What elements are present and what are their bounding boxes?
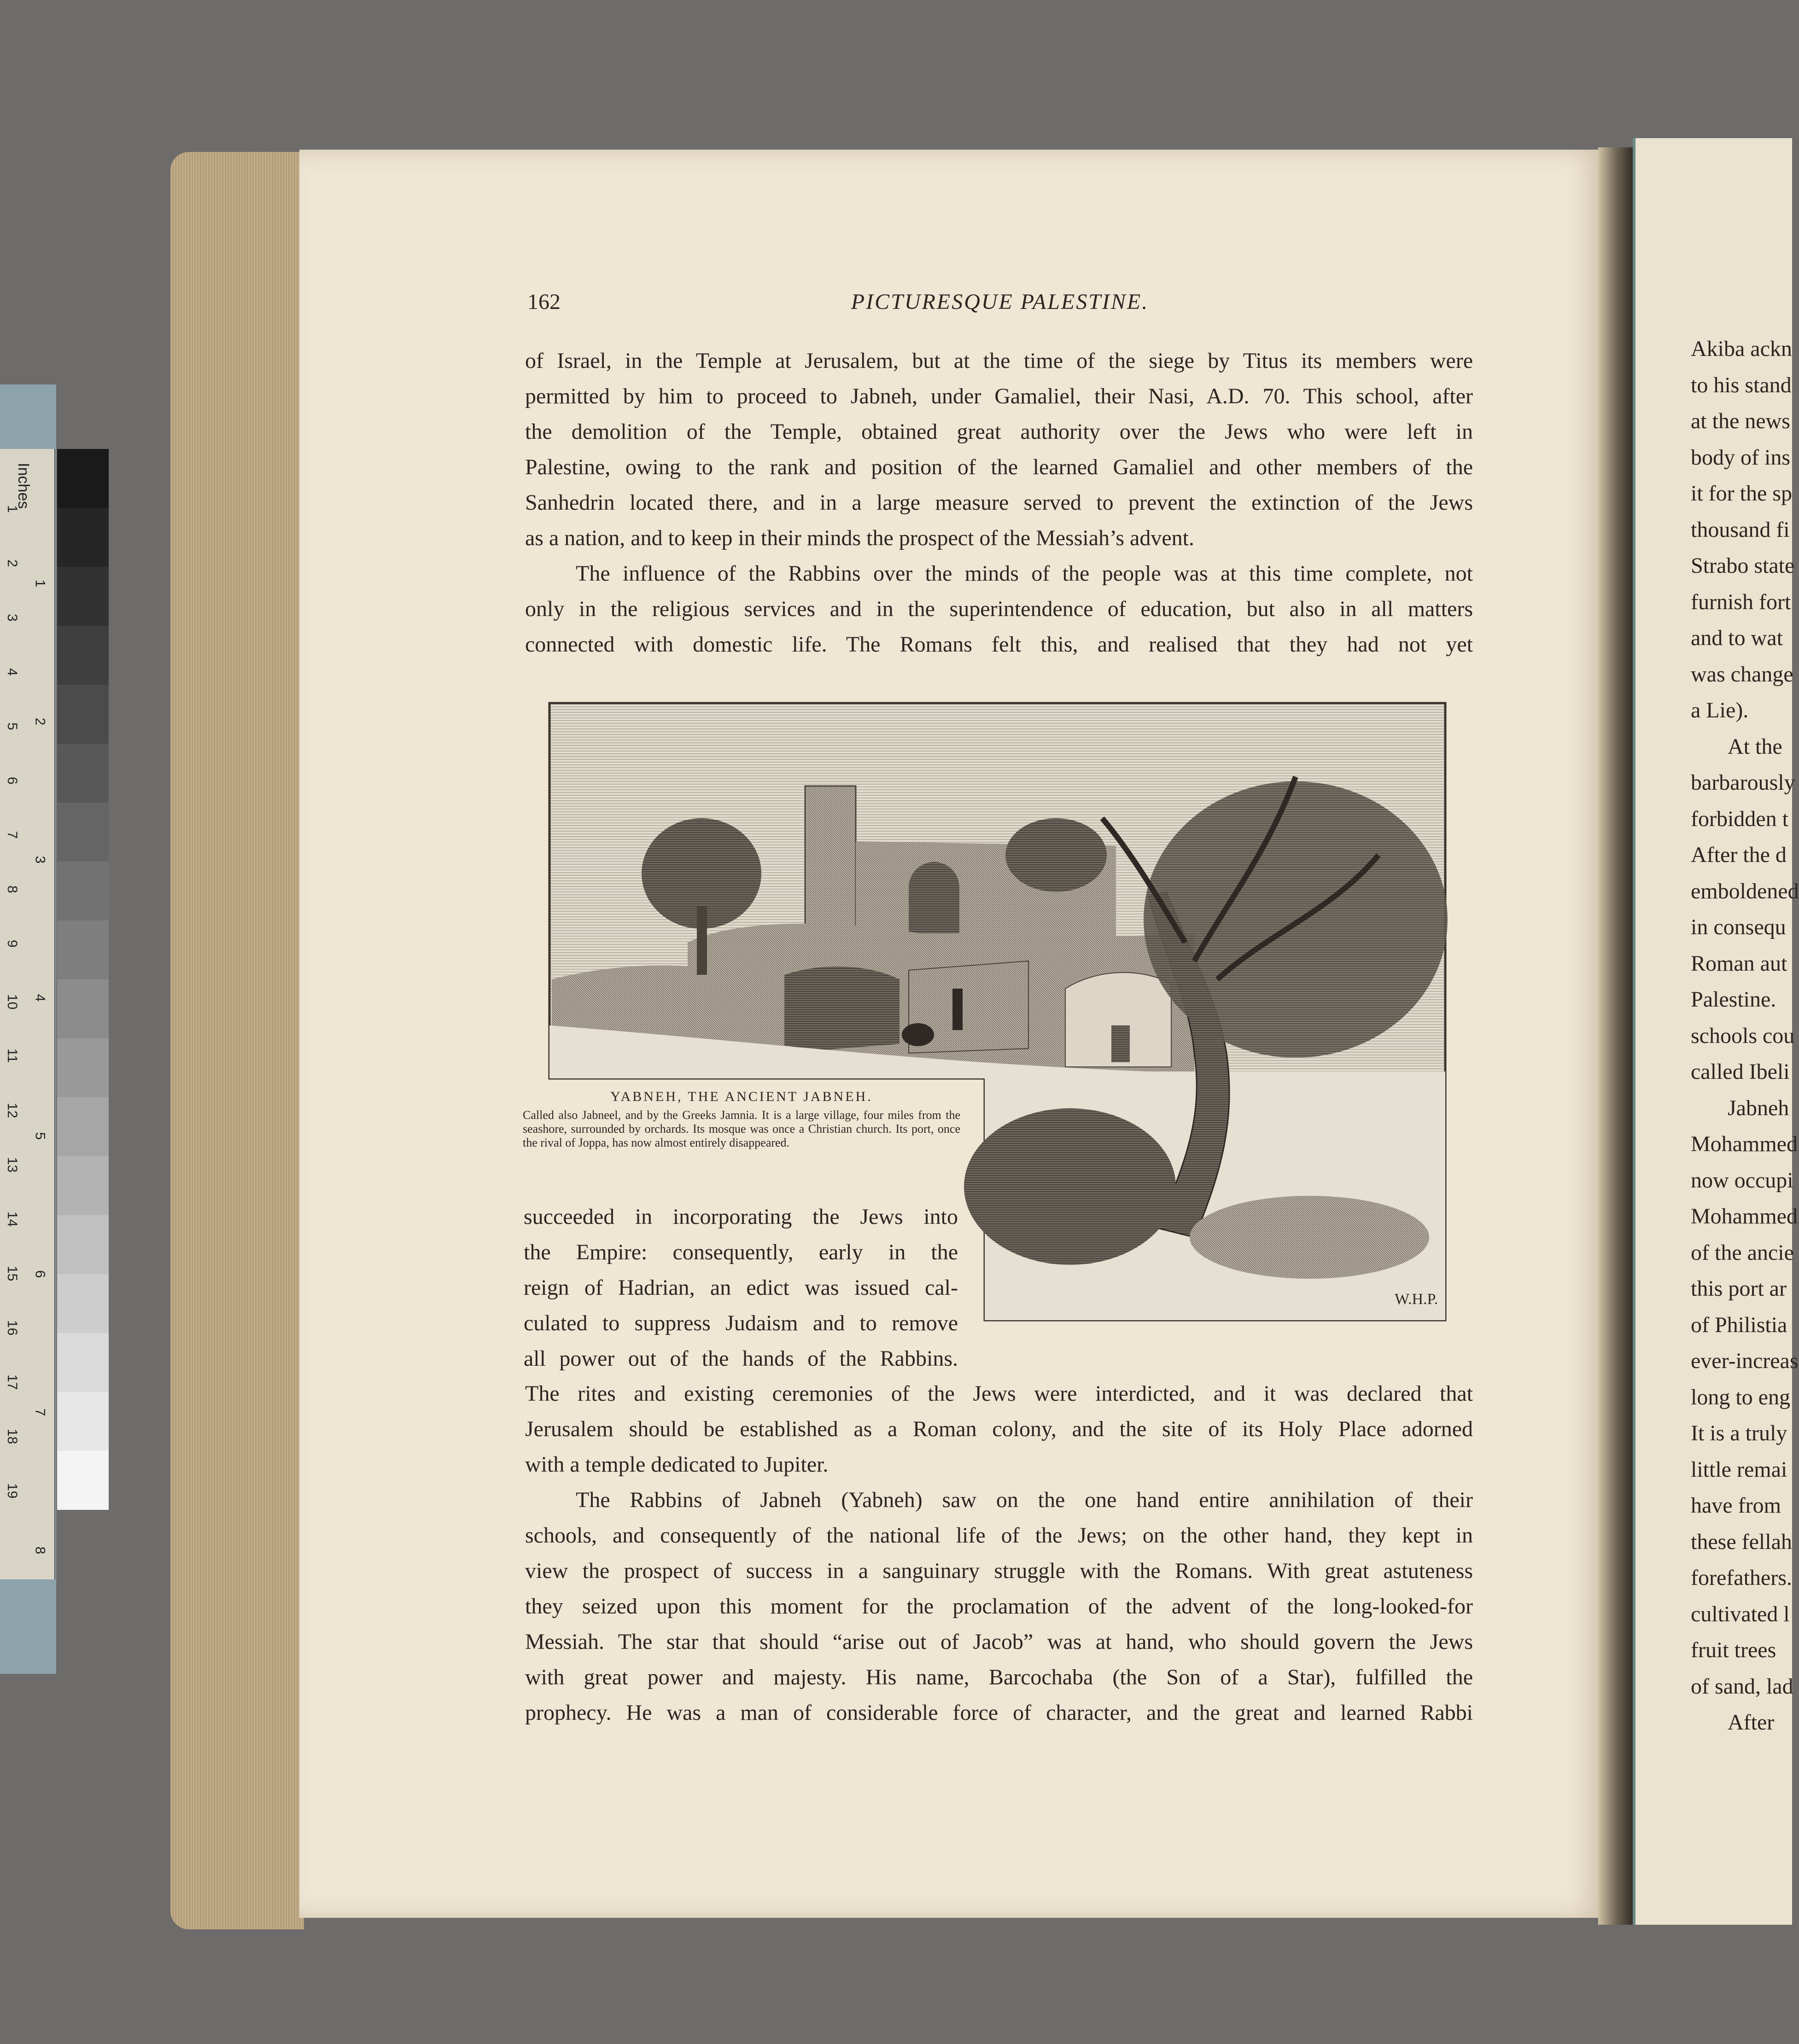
- ruler-cm-mark: 6: [5, 777, 20, 785]
- text-line: schools, and consequently of the national life of the Jews; on the other hand, they kept in: [525, 1523, 1473, 1548]
- facing-page-line: in consequ: [1691, 915, 1786, 939]
- text-line: succeeded in incorporating the Jews into: [524, 1205, 958, 1229]
- text-line: of Israel, in the Temple at Jerusalem, but at the time of the siege by Titus its members were: [525, 349, 1473, 373]
- gray-patch: [57, 1333, 109, 1392]
- page-header: [527, 289, 1472, 317]
- facing-page: [1633, 138, 1799, 1925]
- ruler-cm-mark: 11: [5, 1048, 20, 1063]
- ruler-cm-mark: 12: [5, 1103, 20, 1118]
- facing-page-line: ever-increas: [1691, 1349, 1799, 1373]
- caption-title: YABNEH, THE ANCIENT JABNEH.: [610, 1089, 873, 1104]
- gray-patch: [57, 685, 109, 744]
- facing-page-line: Akiba ackn: [1691, 337, 1792, 361]
- ruler-inch-mark: 5: [32, 1132, 48, 1140]
- ruler-cm-mark: 4: [5, 668, 20, 676]
- text-line: Jerusalem should be established as a Roman colony, and the site of its Holy Place adorned: [525, 1417, 1473, 1441]
- facing-page-line: was change: [1691, 662, 1793, 687]
- ruler-inch-mark: 6: [32, 1270, 48, 1278]
- ruler-cm-mark: 16: [5, 1320, 20, 1336]
- text-line: prophecy. He was a man of considerable force of character, and the great and learned Rabbi: [525, 1700, 1473, 1725]
- text-line: as a nation, and to keep in their minds the prospect of the Messiah’s advent.: [525, 526, 1194, 550]
- text-line: The Rabbins of Jabneh (Yabneh) saw on the one hand entire annihilation of their: [576, 1488, 1473, 1512]
- gray-patch: [57, 744, 109, 803]
- facing-page-line: Strabo state: [1691, 553, 1795, 578]
- ruler-cm-mark: 7: [5, 831, 20, 839]
- book-gutter: [1598, 147, 1635, 1925]
- ruler-cm-mark: 18: [5, 1429, 20, 1444]
- ruler-cm-mark: 17: [5, 1374, 20, 1390]
- text-line: the Empire: consequently, early in the: [524, 1240, 958, 1264]
- facing-page-line: of Philistia: [1691, 1312, 1787, 1337]
- facing-page-line: a Lie).: [1691, 698, 1749, 722]
- ruler-inch-mark: 3: [32, 856, 48, 864]
- gray-patch: [57, 1392, 109, 1451]
- facing-page-line: now occupi: [1691, 1168, 1793, 1193]
- text-line: all power out of the hands of the Rabbins.: [524, 1346, 958, 1371]
- facing-page-line: have from: [1691, 1493, 1781, 1518]
- text-line: with a temple dedicated to Jupiter.: [525, 1452, 829, 1477]
- ruler-cm-mark: 5: [5, 722, 20, 730]
- gray-patch: [57, 449, 109, 508]
- gray-patch: [57, 1451, 109, 1510]
- facing-page-line: these fellah: [1691, 1529, 1792, 1554]
- facing-page-line: At the: [1728, 734, 1782, 759]
- ruler-cm-mark: 2: [5, 559, 20, 567]
- facing-page-line: little remai: [1691, 1457, 1787, 1482]
- facing-page-line: fruit trees: [1691, 1638, 1776, 1662]
- facing-page-line: After: [1728, 1710, 1775, 1735]
- facing-page-line: cultivated l: [1691, 1601, 1790, 1626]
- facing-page-line: barbarously: [1691, 770, 1795, 795]
- facing-page-line: Palestine.: [1691, 987, 1776, 1012]
- running-title: PICTURESQUE PALESTINE.: [851, 290, 1149, 314]
- narrow-paragraph: [524, 1199, 958, 1376]
- facing-page-line: Mohammed: [1691, 1204, 1798, 1229]
- text-line: Messiah. The star that should “arise out of Jacob” was at hand, who should govern the Jews: [525, 1630, 1473, 1654]
- facing-page-line: forbidden t: [1691, 806, 1788, 831]
- ruler-inch-mark: 8: [32, 1546, 48, 1555]
- bottom-paragraphs: [525, 1376, 1473, 1730]
- facing-page-line: furnish fort: [1691, 589, 1791, 614]
- text-line: culated to suppress Judaism and to remove: [524, 1311, 958, 1335]
- gray-patch: [57, 1215, 109, 1274]
- facing-page-line: Jabneh: [1728, 1095, 1789, 1120]
- ruler-cm-mark: 13: [5, 1157, 20, 1173]
- facing-page-line: at the news: [1691, 409, 1790, 433]
- ruler-inch-mark: 7: [32, 1408, 48, 1416]
- text-line: The rites and existing ceremonies of the Jews were interdicted, and it was declared that: [525, 1381, 1473, 1406]
- facing-page-line: called Ibeli: [1691, 1060, 1790, 1084]
- ruler-cm-mark: 1: [5, 505, 20, 513]
- text-line: only in the religious services and in the superintendence of education, but also in all matters: [525, 597, 1473, 621]
- figure-caption: [523, 1089, 960, 1150]
- facing-page-line: of the ancie: [1691, 1240, 1794, 1265]
- book-page-edges: [170, 152, 304, 1929]
- page-number: 162: [527, 290, 561, 314]
- gray-patch: [57, 508, 109, 567]
- gray-patch: [57, 567, 109, 626]
- gray-patch: [57, 862, 109, 920]
- ruler-cm-mark: 19: [5, 1483, 20, 1499]
- facing-page-line: After the d: [1691, 843, 1787, 867]
- facing-page-line: Mohammed: [1691, 1132, 1798, 1156]
- text-line: connected with domestic life. The Romans felt this, and realised that they had not yet: [525, 632, 1473, 657]
- facing-page-line: this port ar: [1691, 1276, 1787, 1301]
- gray-patch: [57, 1156, 109, 1215]
- facing-page-line: of sand, lad: [1691, 1674, 1793, 1699]
- ruler-cm-mark: 9: [5, 940, 20, 948]
- ruler-cm-mark: 14: [5, 1211, 20, 1227]
- caption-body: Called also Jabneel, and by the Greeks Jamnia. It is a large village, four miles from the seashore, surrounded by orchards. Its mosque was once a Christian church. Its port, once the rival of Joppa, has now almost entirely disappeared.: [523, 1108, 960, 1149]
- ruler-unit-label: Inches: [15, 463, 32, 509]
- text-line: the demolition of the Temple, obtained great authority over the Jews who were left in: [525, 419, 1473, 444]
- facing-page-line: emboldened: [1691, 879, 1799, 903]
- ruler-inch-mark: 2: [32, 717, 48, 726]
- facing-page-line: schools cou: [1691, 1023, 1795, 1048]
- facing-page-line: forefathers.: [1691, 1566, 1792, 1590]
- gray-patch: [57, 1097, 109, 1156]
- facing-page-line: It is a truly: [1691, 1421, 1787, 1445]
- gray-patch: [57, 803, 109, 862]
- facing-page-line: it for the sp: [1691, 481, 1792, 506]
- text-line: they seized upon this moment for the proclamation of the advent of the long-looked-for: [525, 1594, 1473, 1619]
- gray-patch: [57, 626, 109, 685]
- text-line: permitted by him to proceed to Jabneh, under Gamaliel, their Nasi, A.D. 70. This school, after: [525, 384, 1473, 408]
- gray-patch: [57, 979, 109, 1038]
- text-line: reign of Hadrian, an edict was issued cal-: [524, 1275, 958, 1300]
- ruler-cm-mark: 8: [5, 885, 20, 893]
- facing-page-line: thousand fi: [1691, 517, 1790, 542]
- ruler-cm-mark: 10: [5, 994, 20, 1010]
- ruler-inch-mark: 1: [32, 579, 48, 588]
- ruler-inch-mark: 4: [32, 994, 48, 1002]
- facing-page-line: to his stand: [1691, 373, 1792, 397]
- ruler-cm-mark: 15: [5, 1266, 20, 1281]
- facing-page-line: and to wat: [1691, 626, 1783, 650]
- text-line: Sanhedrin located there, and in a large measure served to prevent the extinction of the Jews: [525, 490, 1473, 515]
- facing-page-line: Roman aut: [1691, 951, 1787, 976]
- ruler-cm-mark: 3: [5, 614, 20, 622]
- gray-patch: [57, 920, 109, 979]
- facing-page-line: body of ins: [1691, 445, 1790, 470]
- text-line: with great power and majesty. His name, Barcochaba (the Son of a Star), fulfilled the: [525, 1665, 1473, 1689]
- top-paragraphs: [525, 343, 1473, 662]
- text-line: view the prospect of success in a sanguinary struggle with the Romans. With great astuteness: [525, 1559, 1473, 1583]
- gray-patch: [57, 1038, 109, 1097]
- artist-signature: W.H.P.: [1395, 1291, 1438, 1308]
- facing-page-line: long to eng: [1691, 1385, 1790, 1409]
- text-line: Palestine, owing to the rank and position of the learned Gamaliel and other members of the: [525, 455, 1473, 479]
- text-line: The influence of the Rabbins over the minds of the people was at this time complete, not: [576, 561, 1473, 586]
- gray-patch: [57, 1274, 109, 1333]
